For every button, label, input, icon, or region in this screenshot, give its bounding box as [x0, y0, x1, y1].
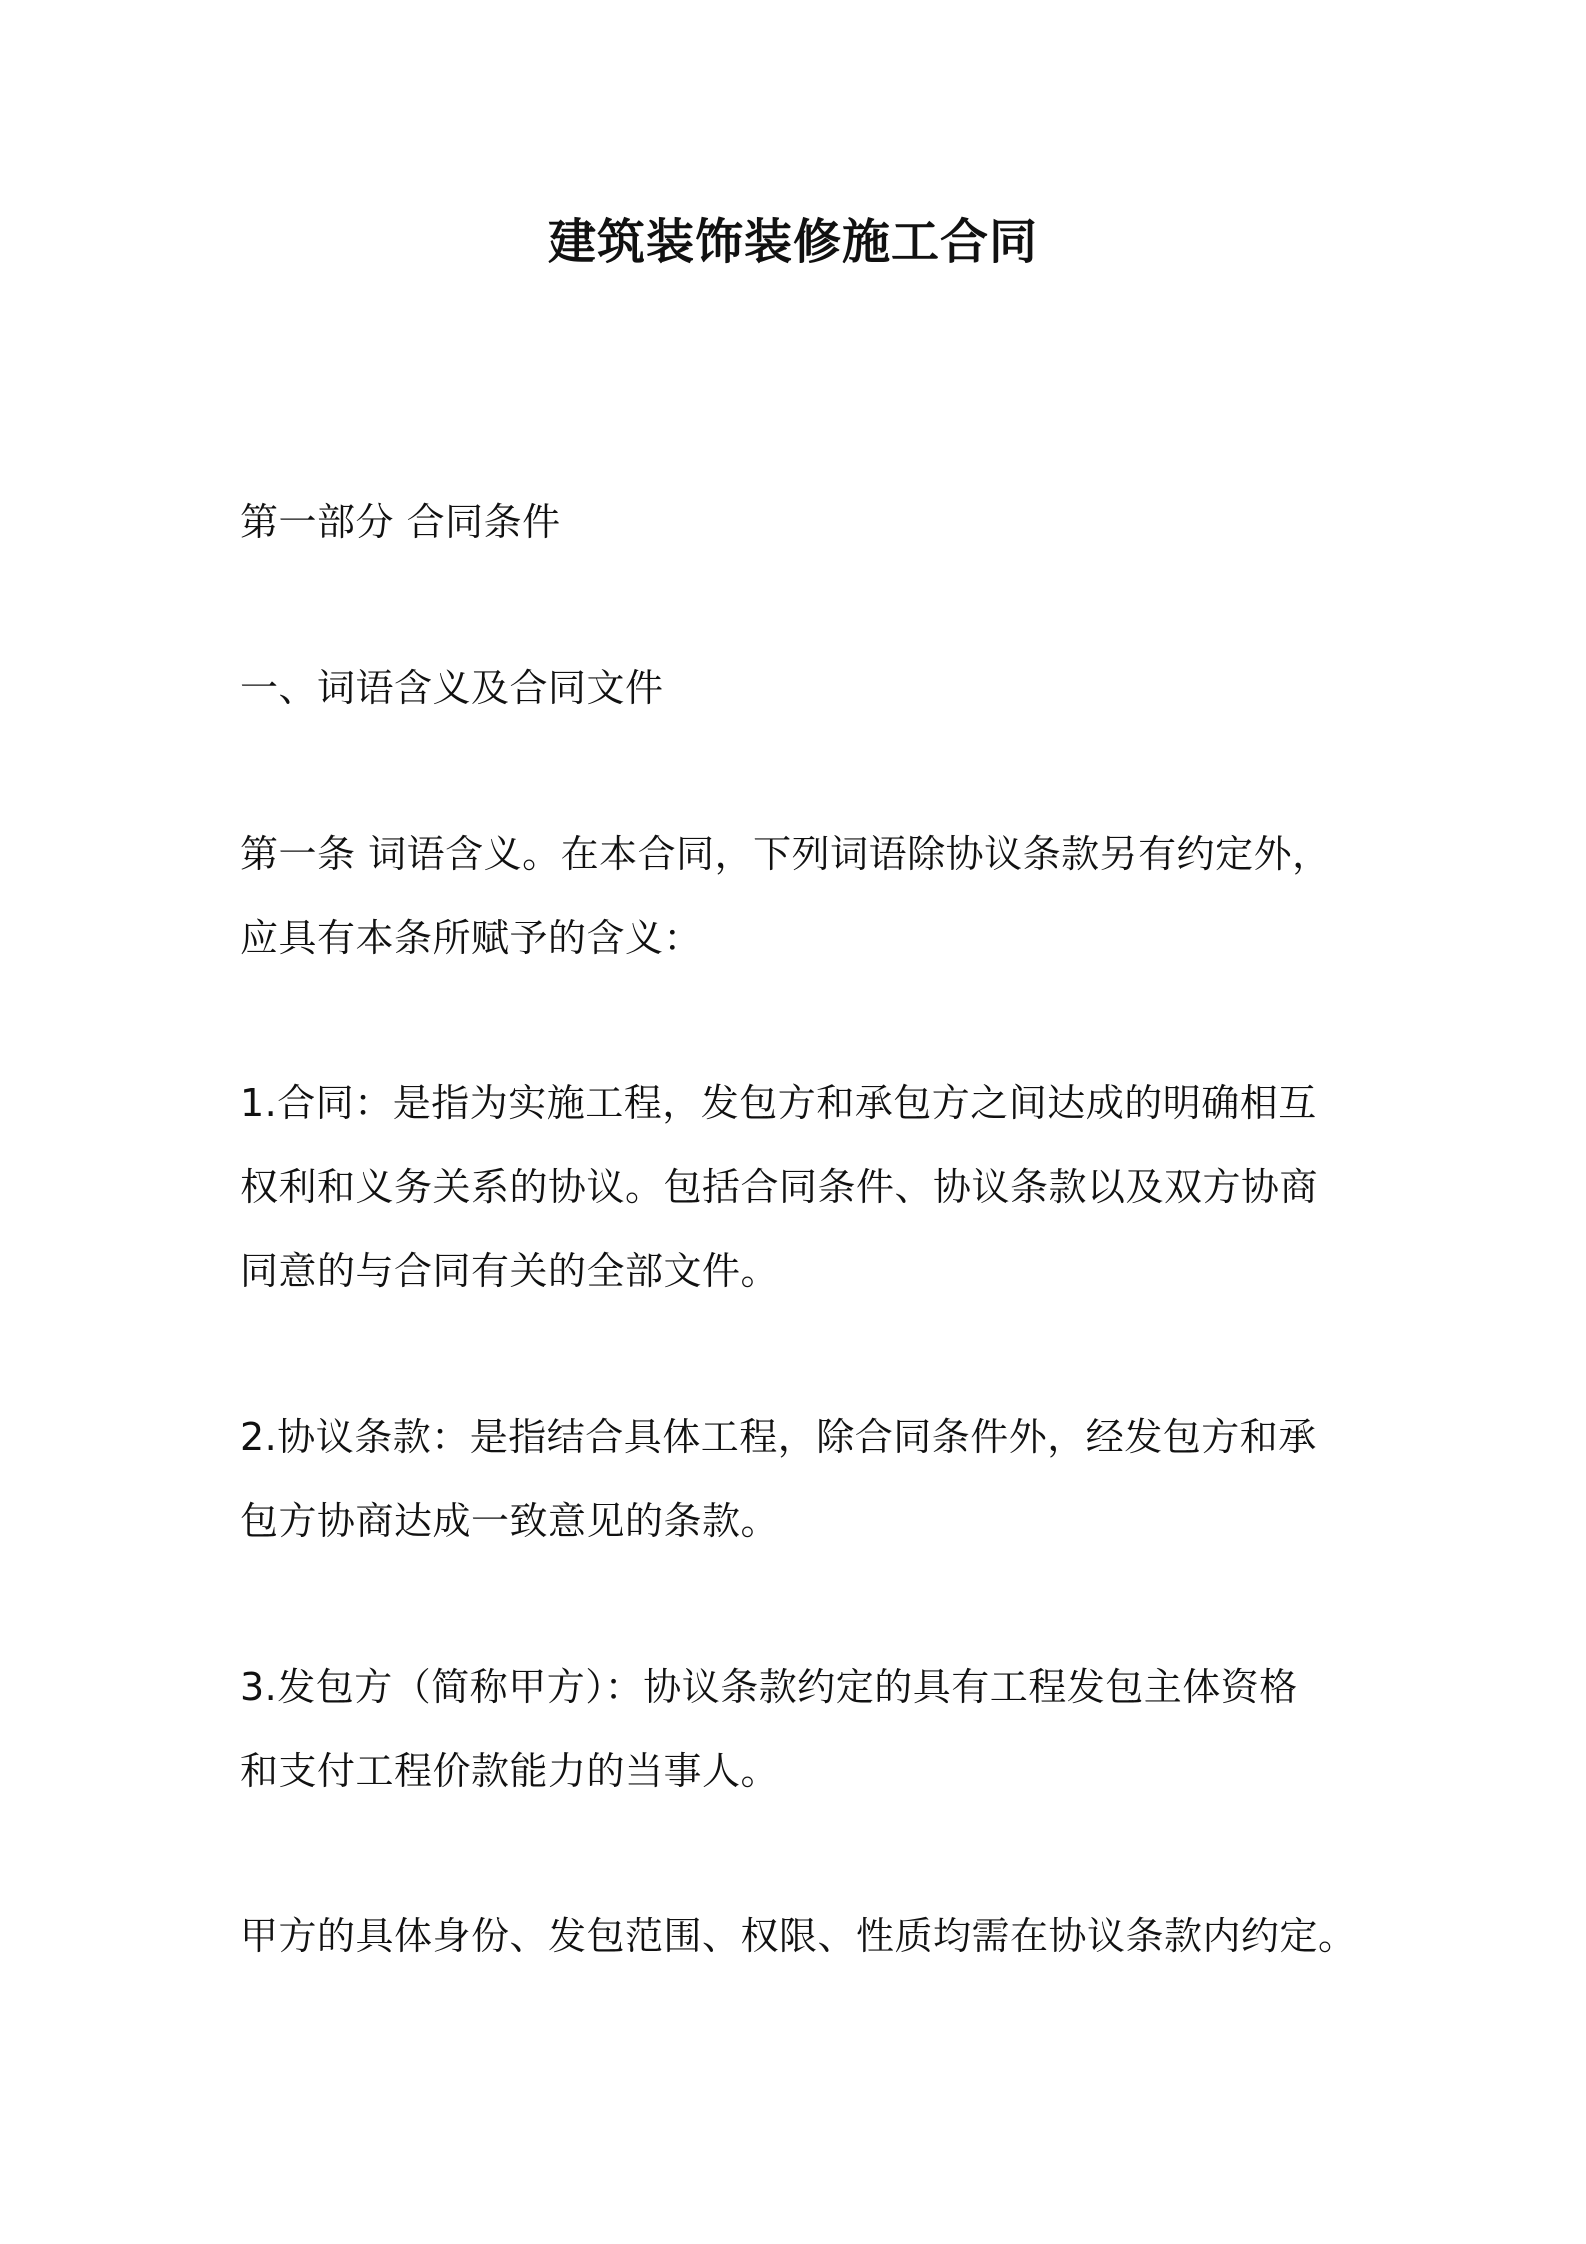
part-heading: 第一部分 合同条件	[240, 500, 561, 544]
paragraph-line: 1.合同：是指为实施工程，发包方和承包方之间达成的明确相互	[240, 1081, 1317, 1125]
paragraph-line: 3.发包方（简称甲方）：协议条款约定的具有工程发包主体资格	[240, 1665, 1298, 1709]
definition-contract	[240, 1061, 1360, 1313]
definition-agreement-terms	[240, 1395, 1360, 1563]
employer-note: 甲方的具体身份、发包范围、权限、性质均需在协议条款内约定。	[240, 1914, 1357, 1958]
document-title: 建筑装饰装修施工合同	[547, 214, 1038, 270]
definition-employer	[240, 1645, 1360, 1813]
paragraph-line: 同意的与合同有关的全部文件。	[240, 1249, 780, 1293]
section-heading: 一、词语含义及合同文件	[240, 666, 664, 710]
paragraph-line: 权利和义务关系的协议。包括合同条件、协议条款以及双方协商	[240, 1165, 1319, 1209]
paragraph-line: 2.协议条款：是指结合具体工程，除合同条件外，经发包方和承	[240, 1415, 1317, 1459]
paragraph-line: 应具有本条所赋予的含义：	[240, 916, 703, 960]
article-1-paragraph	[240, 812, 1360, 980]
paragraph-line: 和支付工程价款能力的当事人。	[240, 1749, 780, 1793]
paragraph-line: 包方协商达成一致意见的条款。	[240, 1499, 780, 1543]
paragraph-line: 第一条 词语含义。在本合同，下列词语除协议条款另有约定外，	[240, 832, 1331, 876]
